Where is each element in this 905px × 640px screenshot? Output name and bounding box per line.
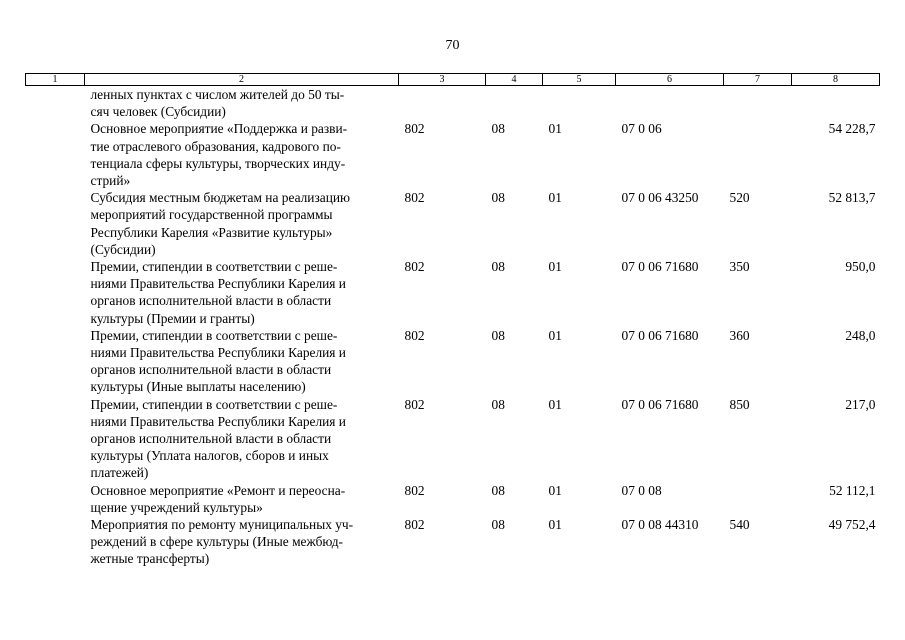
cell-col-1 [26, 258, 85, 327]
description-line: ниями Правительства Республики Карелия и [90, 345, 346, 361]
cell-expense-type: 360 [729, 327, 750, 343]
cell-target-article [616, 86, 724, 121]
cell-col-1 [26, 327, 85, 396]
description-line: Республики Карелия «Развитие культуры» [90, 224, 333, 240]
cell-ministry-code: 802 [404, 517, 425, 533]
cell-expense-type [724, 120, 792, 189]
cell-ministry-code: 802 [404, 121, 425, 137]
table-row [26, 189, 880, 258]
description-line: сяч человек (Субсидии) [90, 104, 226, 120]
description-line: органов исполнительной власти в области [90, 362, 332, 378]
page-number: 70 [445, 38, 460, 53]
description-line: органов исполнительной власти в области [90, 293, 332, 309]
description-line: ниями Правительства Республики Карелия и [90, 276, 346, 292]
cell-section: 08 [491, 190, 505, 206]
column-header: 4 [486, 74, 543, 86]
cell-target-article: 07 0 06 [621, 121, 662, 137]
column-header: 5 [543, 74, 616, 86]
description-line: тие отраслевого образования, кадрового по- [90, 138, 341, 154]
cell-expense-type: 540 [729, 517, 750, 533]
description-line: Основное мероприятие «Ремонт и переосна- [90, 482, 346, 498]
cell-description [85, 482, 399, 516]
cell-description [85, 86, 399, 121]
cell-target-article: 07 0 06 43250 [621, 190, 699, 206]
cell-subsection: 01 [548, 121, 562, 137]
cell-target-article: 07 0 08 [621, 482, 662, 498]
cell-col-1 [26, 516, 85, 568]
cell-subsection: 01 [548, 259, 562, 275]
column-header: 6 [616, 74, 724, 86]
table-header-row [26, 74, 880, 86]
cell-amount: 52 813,7 [828, 190, 876, 206]
cell-subsection [543, 86, 616, 121]
description-line: культуры (Уплата налогов, сборов и иных [90, 448, 329, 464]
cell-description [85, 258, 399, 327]
budget-table [25, 73, 880, 568]
cell-target-article: 07 0 06 71680 [621, 259, 699, 275]
description-line: Мероприятия по ремонту муниципальных уч- [90, 517, 354, 533]
cell-section: 08 [491, 482, 505, 498]
column-header: 2 [85, 74, 399, 86]
cell-section: 08 [491, 327, 505, 343]
cell-target-article: 07 0 08 44310 [621, 517, 699, 533]
cell-amount: 49 752,4 [828, 517, 876, 533]
column-header: 1 [26, 74, 85, 86]
table-row [26, 516, 880, 568]
cell-section [486, 86, 543, 121]
description-line: реждений в сфере культуры (Иные межбюд- [90, 534, 343, 550]
cell-ministry-code: 802 [404, 396, 425, 412]
description-line: Основное мероприятие «Поддержка и разви- [90, 121, 348, 137]
description-line: (Субсидии) [90, 241, 156, 257]
cell-amount: 950,0 [845, 259, 876, 275]
table-row [26, 86, 880, 121]
cell-col-1 [26, 120, 85, 189]
column-header: 8 [792, 74, 880, 86]
description-line: щение учреждений культуры» [90, 499, 263, 515]
cell-amount: 217,0 [845, 396, 876, 412]
cell-ministry-code: 802 [404, 190, 425, 206]
description-line: мероприятий государственной программы [90, 207, 333, 223]
description-line: тенциала сферы культуры, творческих инду- [90, 155, 346, 171]
cell-section: 08 [491, 517, 505, 533]
table-row [26, 120, 880, 189]
description-line: Премии, стипендии в соответствии с реше- [90, 327, 338, 343]
description-line: жетные трансферты) [90, 551, 210, 567]
description-line: ниями Правительства Республики Карелия и [90, 413, 346, 429]
table-body [26, 86, 880, 568]
cell-ministry-code: 802 [404, 482, 425, 498]
cell-target-article: 07 0 06 71680 [621, 327, 699, 343]
column-header: 7 [724, 74, 792, 86]
cell-subsection: 01 [548, 517, 562, 533]
cell-amount: 54 228,7 [828, 121, 876, 137]
cell-subsection: 01 [548, 190, 562, 206]
cell-expense-type [724, 482, 792, 516]
cell-section: 08 [491, 259, 505, 275]
description-line: Субсидия местным бюджетам на реализацию [90, 190, 351, 206]
cell-col-1 [26, 86, 85, 121]
cell-col-1 [26, 482, 85, 516]
cell-expense-type: 350 [729, 259, 750, 275]
cell-description [85, 396, 399, 482]
description-line: ленных пунктах с числом жителей до 50 ты- [90, 87, 345, 102]
table-row [26, 327, 880, 396]
table-row [26, 482, 880, 516]
description-line: стрий» [90, 173, 131, 189]
description-line: органов исполнительной власти в области [90, 431, 332, 447]
cell-description [85, 189, 399, 258]
column-header: 3 [399, 74, 486, 86]
cell-expense-type: 850 [729, 396, 750, 412]
cell-expense-type [724, 86, 792, 121]
description-line: Премии, стипендии в соответствии с реше- [90, 396, 338, 412]
cell-target-article: 07 0 06 71680 [621, 396, 699, 412]
cell-ministry-code [399, 86, 486, 121]
cell-section: 08 [491, 121, 505, 137]
table-row [26, 396, 880, 482]
cell-col-1 [26, 189, 85, 258]
cell-description [85, 120, 399, 189]
cell-description [85, 327, 399, 396]
description-line: культуры (Премии и гранты) [90, 310, 255, 326]
cell-subsection: 01 [548, 327, 562, 343]
cell-expense-type: 520 [729, 190, 750, 206]
cell-amount: 248,0 [845, 327, 876, 343]
description-line: культуры (Иные выплаты населению) [90, 379, 306, 395]
table-row [26, 258, 880, 327]
description-line: платежей) [90, 465, 149, 481]
cell-ministry-code: 802 [404, 327, 425, 343]
cell-subsection: 01 [548, 396, 562, 412]
cell-subsection: 01 [548, 482, 562, 498]
cell-amount [792, 86, 880, 121]
cell-col-1 [26, 396, 85, 482]
cell-ministry-code: 802 [404, 259, 425, 275]
cell-description [85, 516, 399, 568]
description-line: Премии, стипендии в соответствии с реше- [90, 259, 338, 275]
cell-amount: 52 112,1 [829, 482, 876, 498]
cell-section: 08 [491, 396, 505, 412]
